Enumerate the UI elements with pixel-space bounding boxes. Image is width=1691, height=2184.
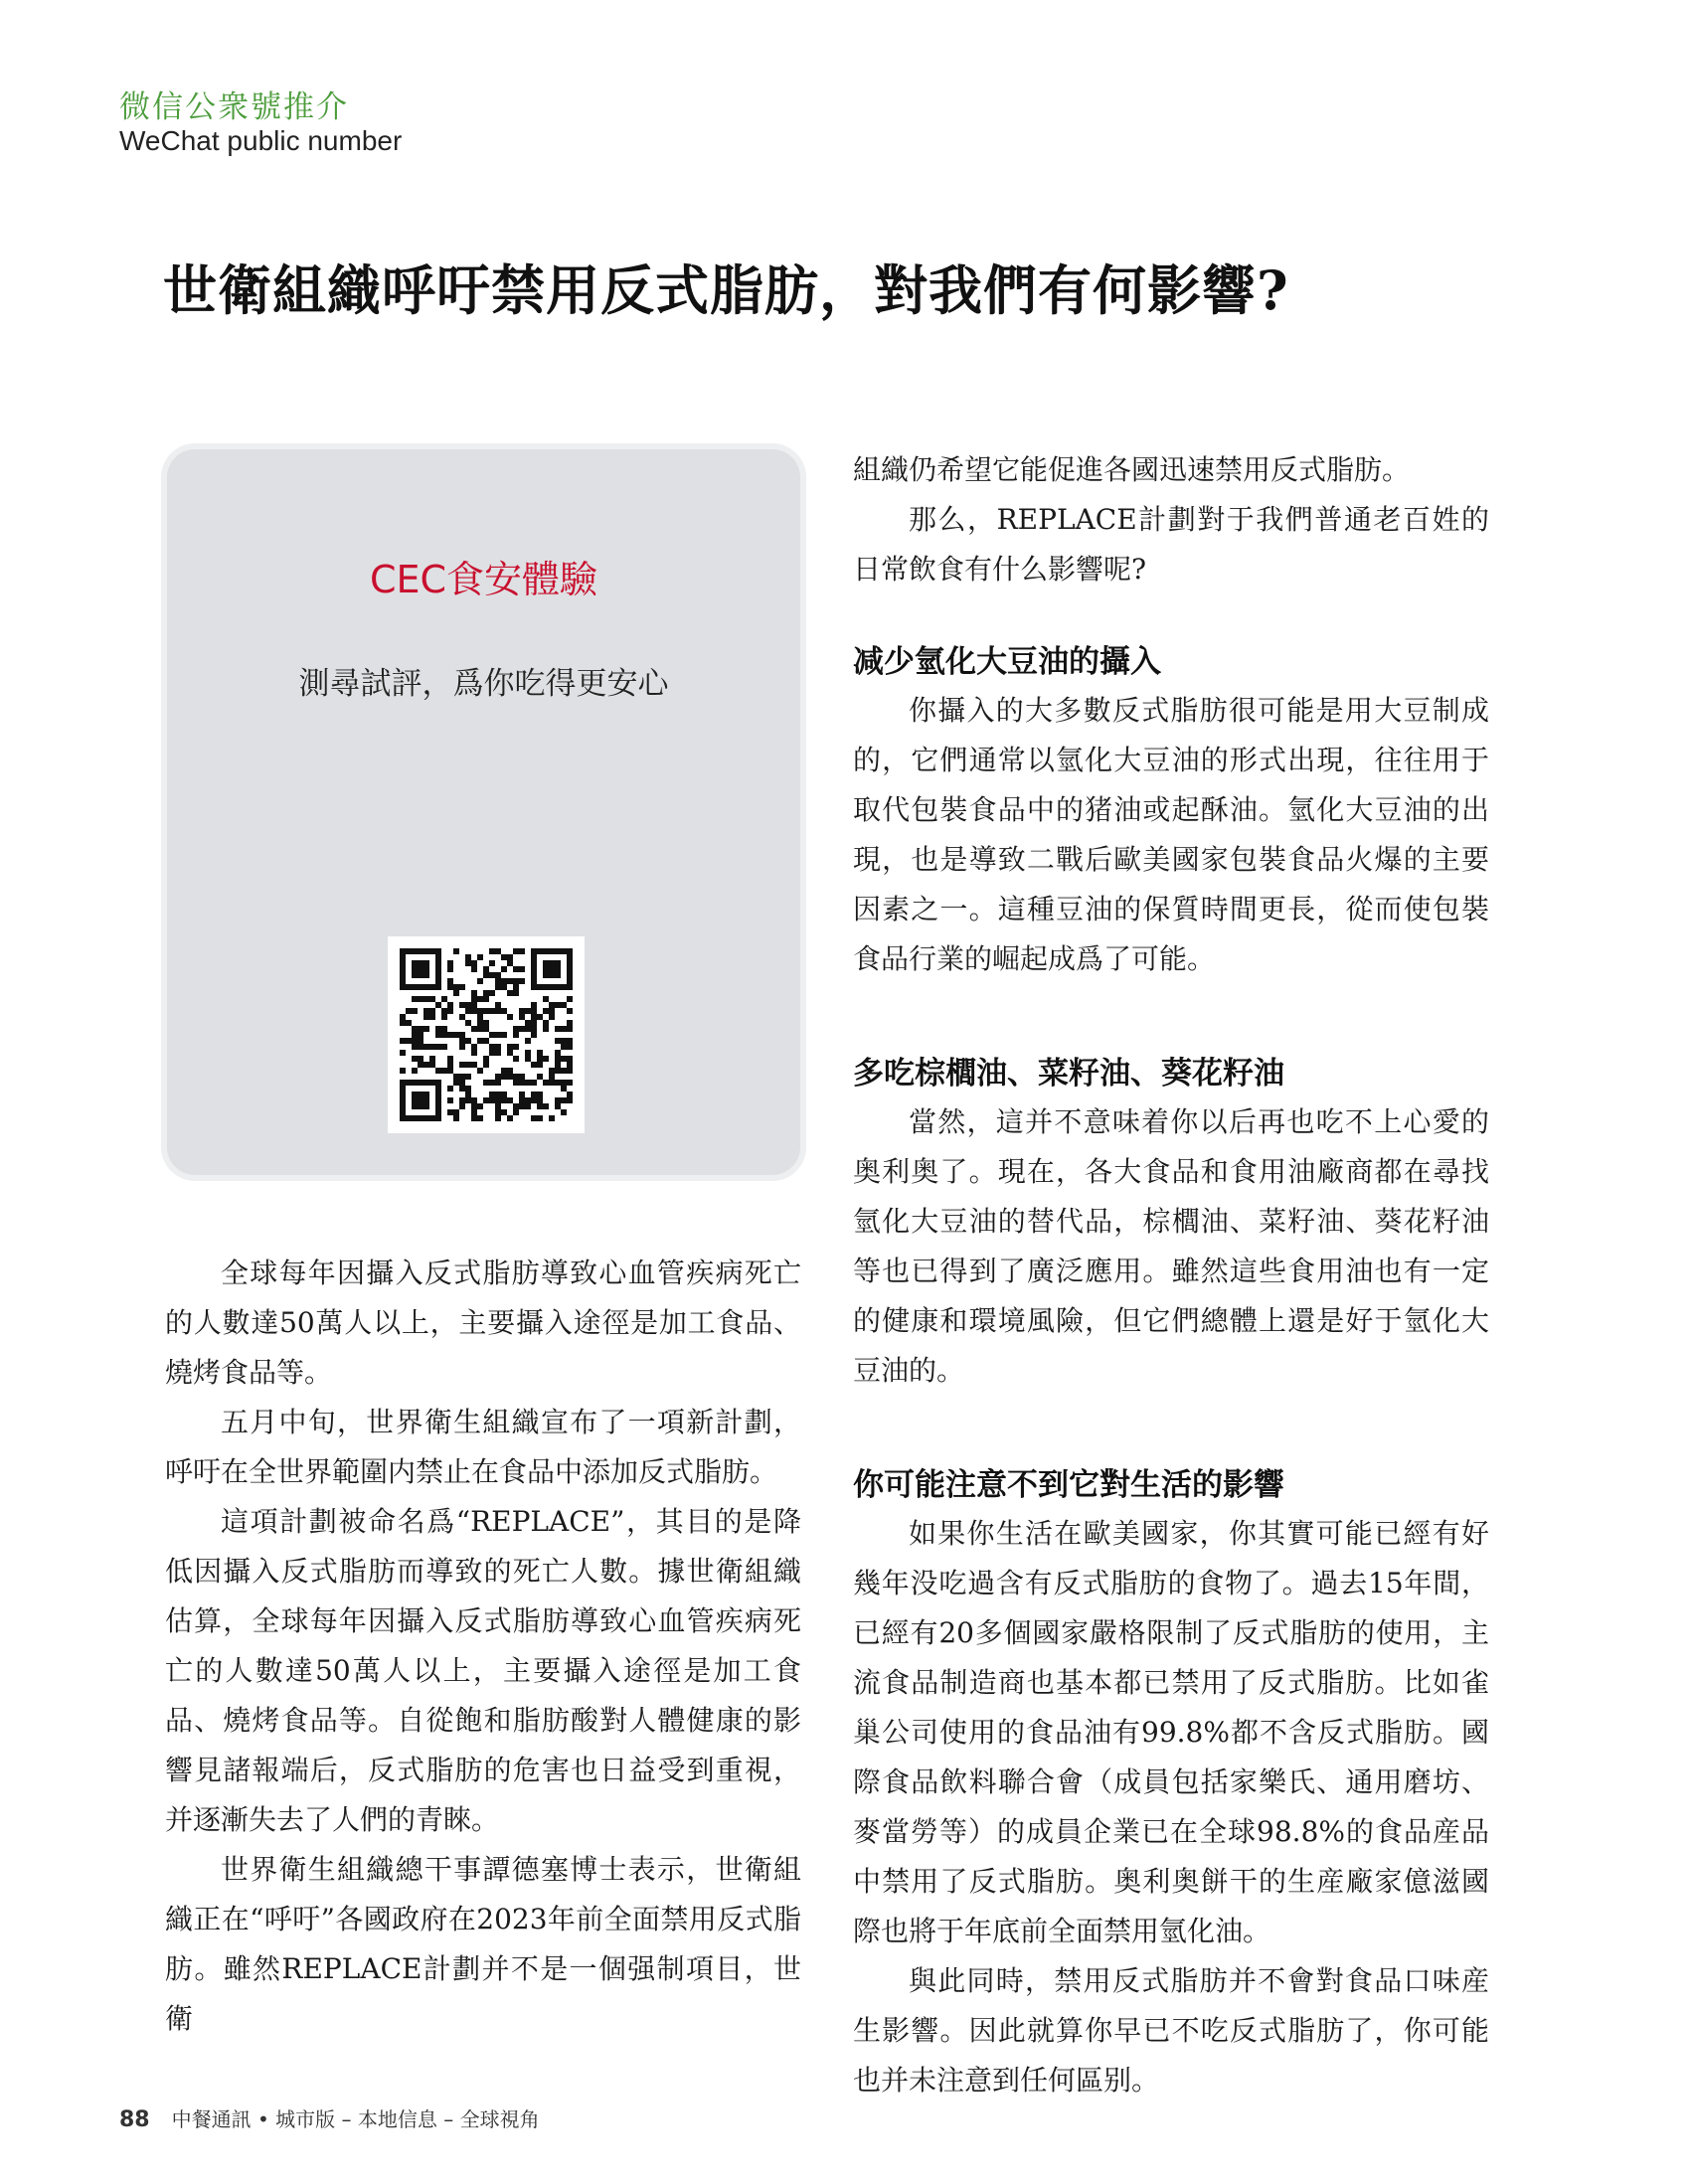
article-title: 世衛組織呼吁禁用反式脂肪，對我們有何影響? [163,258,1289,322]
section-label-cn: 微信公衆號推介 [119,89,349,125]
page-footer [119,2103,540,2132]
section-heading: 多吃棕櫚油、菜籽油、葵花籽油 [853,1056,1284,1092]
right-column [853,445,1489,2105]
right-intro: 那么，REPLACE計劃對于我們普通老百姓的日常飲食有什么影響呢? [853,503,1489,586]
publication-name: 中餐通訊 • 城市版 – 本地信息 – 全球視角 [171,2107,540,2131]
section-paragraph: 如果你生活在歐美國家，你其實可能已經有好幾年没吃過含有反式脂肪的食物了。過去15年間，已經有20多個國家嚴格限制了反式脂肪的使用，主流食品制造商也基本都已禁用了反式脂肪。比如雀巢公司使用的食品油有99.8%都不含反式脂肪。國際食品飲料聯合會（成員包括家樂氏、通用磨坊、麥當勞等）的成員企業已在全球98.8%的食品産品中禁用了反式脂肪。奥利奥餅干的生産廠家億滋國際也將于年底前全面禁用氫化油。 [853,1517,1489,1947]
left-paragraph: 全球每年因攝入反式脂肪導致心血管疾病死亡的人數達50萬人以上，主要攝入途徑是加工食品、燒烤食品等。 [165,1257,801,1389]
left-paragraph: 世界衛生組織總干事譚德塞博士表示，世衛組織正在“呼吁”各國政府在2023年前全面禁用反式脂肪。雖然REPLACE計劃并不是一個强制項目，世衛 [165,1853,801,2035]
section-heading: 你可能注意不到它對生活的影響 [853,1467,1284,1503]
section-paragraph: 與此同時，禁用反式脂肪并不會對食品口味産生影響。因此就算你早已不吃反式脂肪了，你可能也并未注意到任何區别。 [853,1964,1489,2097]
ad-subtitle: 測尋試評，爲你吃得更安心 [298,666,669,702]
ad-box [167,449,800,1175]
ad-title: CEC食安體驗 [369,558,598,601]
right-continuation: 組織仍希望它能促進各國迅速禁用反式脂肪。 [853,453,1411,486]
qr-code-icon[interactable] [388,936,585,1133]
section-paragraph: 當然，這并不意味着你以后再也吃不上心愛的奥利奥了。現在，各大食品和食用油廠商都在尋找氫化大豆油的替代品，棕櫚油、菜籽油、葵花籽油等也已得到了廣泛應用。雖然這些食用油也有一定的健康和環境風險，但它們總體上還是好于氫化大豆油的。 [853,1105,1489,1387]
left-paragraph: 這項計劃被命名爲“REPLACE”，其目的是降低因攝入反式脂肪而導致的死亡人數。據世衛組織估算，全球每年因攝入反式脂肪導致心血管疾病死亡的人數達50萬人以上，主要攝入途徑是加工食品、燒烤食品等。自從飽和脂肪酸對人體健康的影響見諸報端后，反式脂肪的危害也日益受到重視，并逐漸失去了人們的青睞。 [165,1505,801,1836]
section-label-en: WeChat public number [119,125,403,156]
section-paragraph: 你攝入的大多數反式脂肪很可能是用大豆制成的，它們通常以氫化大豆油的形式出現，往往用于取代包裝食品中的猪油或起酥油。氫化大豆油的出現，也是導致二戰后歐美國家包裝食品火爆的主要因素之一。這種豆油的保質時間更長，從而使包裝食品行業的崛起成爲了可能。 [853,694,1489,975]
left-paragraph: 五月中旬，世界衛生組織宣布了一項新計劃，呼吁在全世界範圍内禁止在食品中添加反式脂肪。 [165,1406,801,1488]
page-number: 88 [119,2107,150,2132]
left-column [165,1249,801,2044]
section-heading: 减少氫化大豆油的攝入 [853,644,1161,680]
